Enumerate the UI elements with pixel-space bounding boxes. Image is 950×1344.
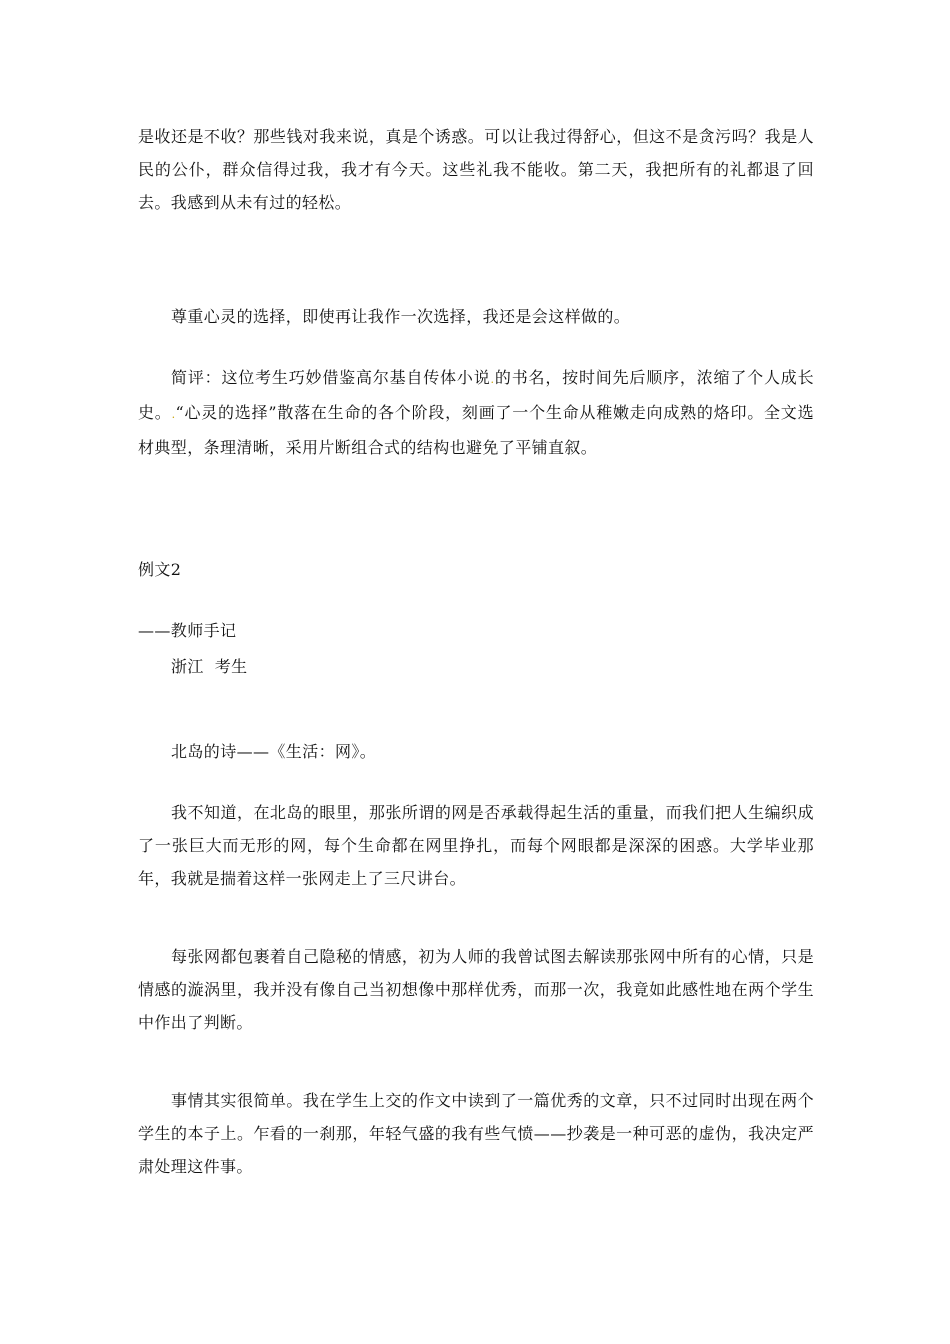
commentary-text-a: 简评：这位考生巧妙借鉴高尔基自传体小说 bbox=[171, 368, 491, 387]
paragraph-commentary bbox=[138, 361, 814, 464]
paragraph-gift-refusal: 是收还是不收？那些钱对我来说，真是个诱惑。可以让我过得舒心，但这不是贪污吗？我是人民的公仆，群众信得过我，我才有今天。这些礼我不能收。第二天，我把所有的礼都退了回去。我感到从未有过的轻松。 bbox=[138, 127, 814, 212]
commentary-mark-2: . bbox=[171, 408, 176, 421]
paragraph-beidao-poem: 北岛的诗——《生活：网》。 bbox=[171, 742, 377, 761]
commentary-text-b: 的书名，按时间先后顺序，浓缩了个人成长史。 bbox=[138, 368, 814, 422]
paragraph-hidden-emotions: 每张网都包裹着自己隐秘的情感，初为人师的我曾试图去解读那张网中所有的心情，只是情感的漩涡里，我并没有像自己当初想像中那样优秀，而那一次，我竟如此感性地在两个学生中作出了判断。 bbox=[138, 947, 814, 1032]
commentary-mark-1: . bbox=[490, 373, 495, 386]
paragraph-respect-choice: 尊重心灵的选择，即使再让我作一次选择，我还是会这样做的。 bbox=[171, 307, 631, 326]
paragraph-incident: 事情其实很简单。我在学生上交的作文中读到了一篇优秀的文章，只不过同时出现在两个学生的本子上。乍看的一刹那，年轻气盛的我有些气愤——抄袭是一种可恶的虚伪，我决定严肃处理这件事。 bbox=[138, 1091, 814, 1176]
paragraph-life-net: 我不知道，在北岛的眼里，那张所谓的网是否承载得起生活的重量，而我们把人生编织成了一张巨大而无形的网，每个生命都在网里挣扎，而每个网眼都是深深的困惑。大学毕业那年，我就是揣着这样一张网走上了三尺讲台。 bbox=[138, 803, 814, 888]
example-author: 浙江 考生 bbox=[171, 657, 248, 676]
example-heading: 例文2 bbox=[138, 560, 182, 579]
commentary-text-c: “心灵的选择”散落在生命的各个阶段，刻画了一个生命从稚嫩走向成熟的烙印。全文选材典型，条理清晰，采用片断组合式的结构也避免了平铺直叙。 bbox=[138, 403, 814, 457]
example-subtitle: ——教师手记 bbox=[138, 621, 237, 640]
